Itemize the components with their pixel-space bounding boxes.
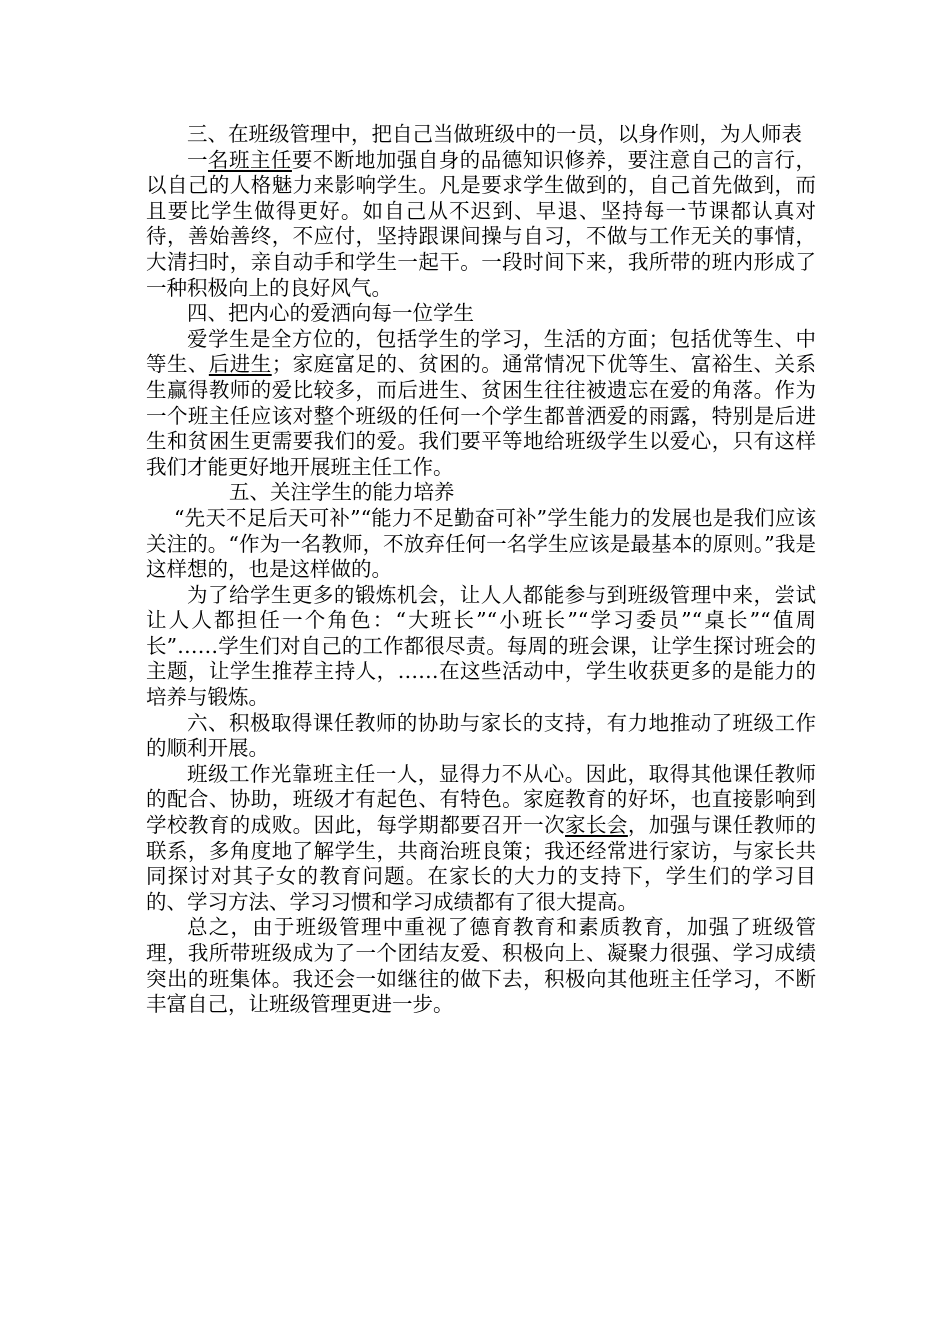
section-heading — [146, 122, 816, 148]
inline-link[interactable]: 后进生 — [208, 352, 272, 377]
text-run: 爱学生是全方位的，包括学生的学习，生活的方面；包括优等生、中等生、 — [146, 326, 816, 377]
document-page — [146, 122, 816, 1018]
text-run: 四、把内心的爱洒向每一位学生 — [187, 301, 474, 326]
body-paragraph — [146, 148, 816, 302]
section-heading — [146, 711, 816, 762]
text-run: 五、关注学生的能力培养 — [229, 480, 455, 505]
text-run: ；家庭富足的、贫困的。通常情况下优等生、富裕生、关系生赢得教师的爱比较多，而后进生、贫困生往往被遗忘在爱的角落。作为一个班主任应该对整个班级的任何一个学生都普洒爱的雨露，特别是后进生和贫困生更需要我们的爱。我们要平等地给班级学生以爱心，只有这样我们才能更好地开展班主任工作。 — [146, 352, 817, 479]
section-heading — [146, 301, 816, 327]
body-paragraph — [146, 915, 816, 1017]
text-run: ，加强与课任教师的联系，多角度地了解学生，共商治班良策；我还经常进行家访，与家长共同探讨对其子女的教育问题。在家长的大力的支持下，学生们的学习目的、学习方法、学习习惯和学习成绩都有了很大提高。 — [146, 813, 817, 914]
text-run: 为了给学生更多的锻炼机会，让人人都能参与到班级管理中来，尝试让人人都担任一个角色：“大班长”“小班长”“学习委员”“桌长”“值周长”……学生们对自己的工作都很尽责。每周的班会课，让学生探讨班会的主题，让学生推荐主持人，……在这些活动中，学生收获更多的是能力的培养与锻炼。 — [146, 582, 816, 710]
body-paragraph — [146, 327, 816, 481]
inline-link[interactable]: 家长会 — [565, 813, 628, 838]
text-run: “先天不足后天可补”“能力不足勤奋可补”学生能力的发展也是我们应该关注的。“作为一名教师，不放弃任何一名学生应该是最基本的原则。”我是这样想的，也是这样做的。 — [146, 505, 816, 582]
text-run: 要不断地加强自身的品德知识修养，要注意自己的言行，以自己的人格魅力来影响学生。凡是要求学生做到的，自己首先做到，而且要比学生做得更好。如自己从不迟到、早退、坚持每一节课都认真对待，善始善终，不应付，坚持跟课间操与自习，不做与工作无关的事情，大清扫时，亲自动手和学生一起干。一段时间下来，我所带的班内形成了一种积极向上的良好风气。 — [146, 147, 817, 300]
body-paragraph — [146, 506, 816, 583]
text-run: 六、积极取得课任教师的协助与家长的支持，有力地推动了班级工作的顺利开展。 — [146, 710, 816, 761]
body-paragraph — [146, 762, 816, 916]
section-heading — [146, 480, 816, 506]
text-run: 总之，由于班级管理中重视了德育教育和素质教育，加强了班级管理，我所带班级成为了一个团结友爱、积极向上、凝聚力很强、学习成绩突出的班集体。我还会一如继往的做下去，积极向其他班主任学习，不断丰富自己，让班级管理更进一步。 — [146, 915, 816, 1017]
body-paragraph — [146, 583, 816, 711]
text-run: 班级工作光靠班主任一人，显得力不从心。因此，取得其他课任教师的配合、协助，班级才有起色、有特色。家庭教育的好坏，也直接影响到学校教育的成败。因此，每学期都要召开一次 — [146, 761, 816, 838]
text-run: 三、在班级管理中，把自己当做班级中的一员，以身作则，为人师表 — [187, 122, 802, 146]
inline-link[interactable]: 名班主任 — [207, 147, 292, 172]
text-run: 一 — [187, 147, 208, 172]
